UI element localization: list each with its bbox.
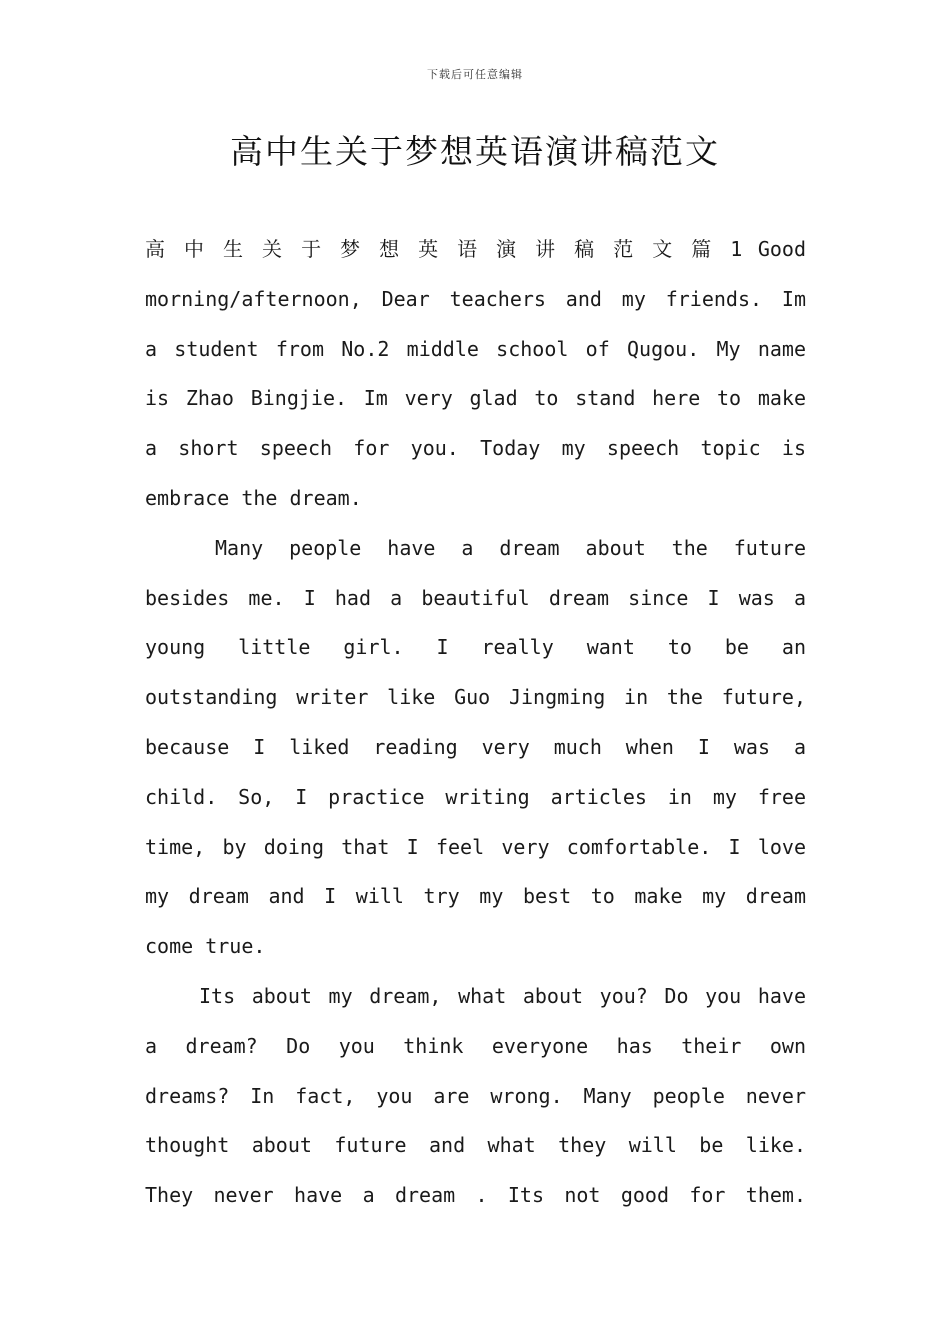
text-line: They never have a dream . Its not good for them. — [145, 1183, 806, 1208]
text-line: is Zhao Bingjie. Im very glad to stand here to make — [145, 386, 806, 411]
text-line: my dream and I will try my best to make my dream — [145, 884, 806, 909]
text-line: because I liked reading very much when I was a — [145, 734, 806, 759]
text-line: a dream? Do you think everyone has their own — [145, 1033, 806, 1058]
text-line: 高 中 生 关 于 梦 想 英 语 演 讲 稿 范 文 篇 1 Good — [145, 237, 806, 261]
text-line: a short speech for you. Today my speech topic is — [145, 436, 806, 461]
text-line: come true. — [145, 934, 266, 959]
paragraph-2 — [145, 524, 806, 972]
text-line: Many people have a dream about the future — [215, 535, 806, 560]
document-body — [145, 225, 806, 1221]
text-line: a student from No.2 middle school of Qugou. My name — [145, 336, 806, 361]
text-line: thought about future and what they will be like. — [145, 1133, 806, 1158]
text-line: time, by doing that I feel very comfortable. I love — [145, 834, 806, 859]
text-line: Its about my dream, what about you? Do you have — [199, 983, 806, 1008]
text-line: outstanding writer like Guo Jingming in the future, — [145, 685, 806, 710]
text-line: besides me. I had a beautiful dream since I was a — [145, 585, 806, 610]
text-line: embrace the dream. — [145, 485, 362, 510]
paragraph-3 — [145, 972, 806, 1221]
page-header-note: 下载后可任意编辑 — [427, 68, 523, 81]
document-title: 高中生关于梦想英语演讲稿范文 — [230, 132, 720, 171]
text-line: child. So, I practice writing articles in my free — [145, 784, 806, 809]
text-line: young little girl. I really want to be an — [145, 635, 806, 660]
text-line: dreams? In fact, you are wrong. Many people never — [145, 1083, 806, 1108]
text-line: morning/afternoon, Dear teachers and my friends. Im — [145, 286, 806, 311]
paragraph-1 — [145, 225, 806, 524]
